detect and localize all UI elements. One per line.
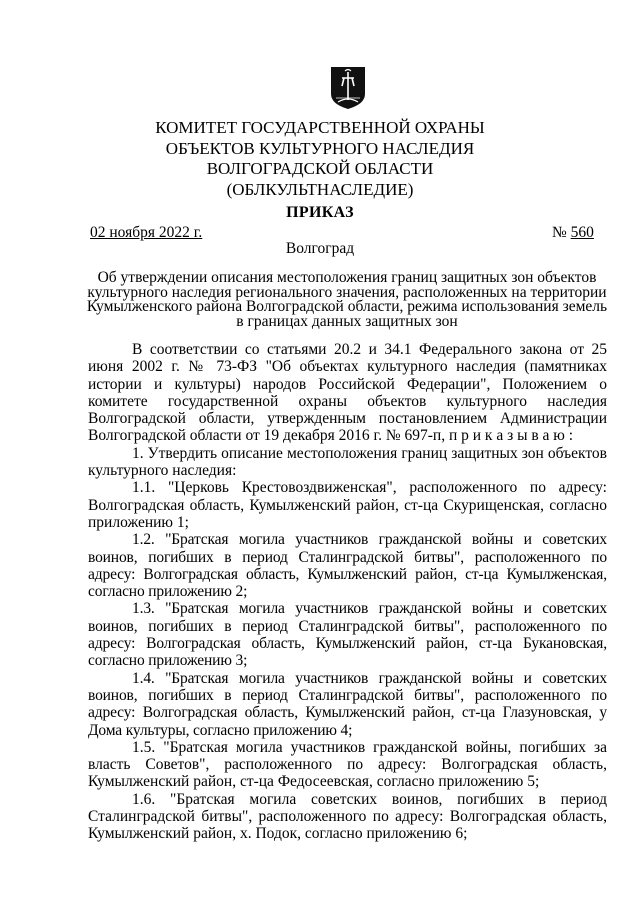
order-city: Волгоград bbox=[285, 240, 355, 257]
org-line: КОМИТЕТ ГОСУДАРСТВЕННОЙ ОХРАНЫ bbox=[155, 118, 485, 137]
volgograd-coat-of-arms-icon bbox=[330, 66, 366, 110]
subject-line: Кумылженского района Волгоградской области, режима использования земель bbox=[86, 298, 608, 315]
subject-line: Об утверждении описания местоположения границ защитных зон объектов bbox=[97, 269, 597, 286]
paragraph-item-1-1: 1.1. "Церковь Крестовоздвиженская", расположенного по адресу: Волгоградская область, Кумылженский район, ст-ца Скурищенская, согласно приложению 1; bbox=[88, 479, 607, 531]
paragraph-item-1-3: 1.3. "Братская могила участников гражданской войны и советских воинов, погибших в период Сталинградской битвы", расположенного по адресу: Волгоградская область, Кумылженский район, ст-ца Букановская, согласно приложению 3; bbox=[88, 600, 607, 670]
order-title: ПРИКАЗ bbox=[286, 204, 354, 221]
paragraph-item-1: 1. Утвердить описание местоположения границ защитных зон объектов культурного наследия: bbox=[88, 444, 607, 480]
order-body bbox=[88, 341, 607, 843]
order-number-prefix: № bbox=[552, 224, 571, 241]
org-line: (ОБЛКУЛЬТНАСЛЕДИЕ) bbox=[226, 179, 414, 199]
organization-name bbox=[100, 118, 540, 200]
subject-line: культурного наследия регионального значения, расположенных на территории bbox=[87, 283, 607, 301]
paragraph-preamble: В соответствии со статьями 20.2 и 34.1 Федерального закона от 25 июня 2002 г. № 73-ФЗ "Об объектах культурного наследия (памятниках истории и культуры) народов Российской Федерации", Положением о комитете государственной охраны объектов культурного наследия Волгоградской области, утвержденным постановлением Администрации Волгоградской области от 19 декабря 2016 г. № 697-п, п р и к а з ы в а ю : bbox=[88, 341, 607, 445]
org-line: ОБЪЕКТОВ КУЛЬТУРНОГО НАСЛЕДИЯ bbox=[165, 138, 475, 158]
paragraph-item-1-5: 1.5. "Братская могила участников гражданской войны, погибших за власть Советов", расположенного по адресу: Волгоградская область, Кумылженский район, ст-ца Федосеевская, согласно приложению 5; bbox=[88, 738, 607, 791]
paragraph-item-1-2: 1.2. "Братская могила участников гражданской войны и советских воинов, погибших в период Сталинградской битвы", расположенного по адресу: Волгоградская область, Кумылженский район, ст-ца Кумылженская, согласно приложению 2; bbox=[88, 531, 607, 601]
paragraph-item-1-4: 1.4. "Братская могила участников гражданской войны и советских воинов, погибших в период Сталинградской битвы", расположенного по адресу: Волгоградская область, Кумылженский район, ст-ца Глазуновская, у Дома культуры, согласно приложению 4; bbox=[88, 669, 607, 739]
subject-line: в границах данных защитных зон bbox=[236, 312, 458, 330]
org-line: ВОЛГОГРАДСКОЙ ОБЛАСТИ bbox=[206, 159, 434, 178]
paragraph-item-1-6: 1.6. "Братская могила советских воинов, погибших в период Сталинградской битвы", расположенного по адресу: Волгоградская область, Кумылженский район, х. Подок, согласно приложению 6; bbox=[88, 790, 607, 843]
order-subject bbox=[86, 271, 608, 329]
order-number-value: 560 bbox=[570, 224, 594, 241]
order-date: 02 ноября 2022 г. bbox=[90, 224, 203, 241]
